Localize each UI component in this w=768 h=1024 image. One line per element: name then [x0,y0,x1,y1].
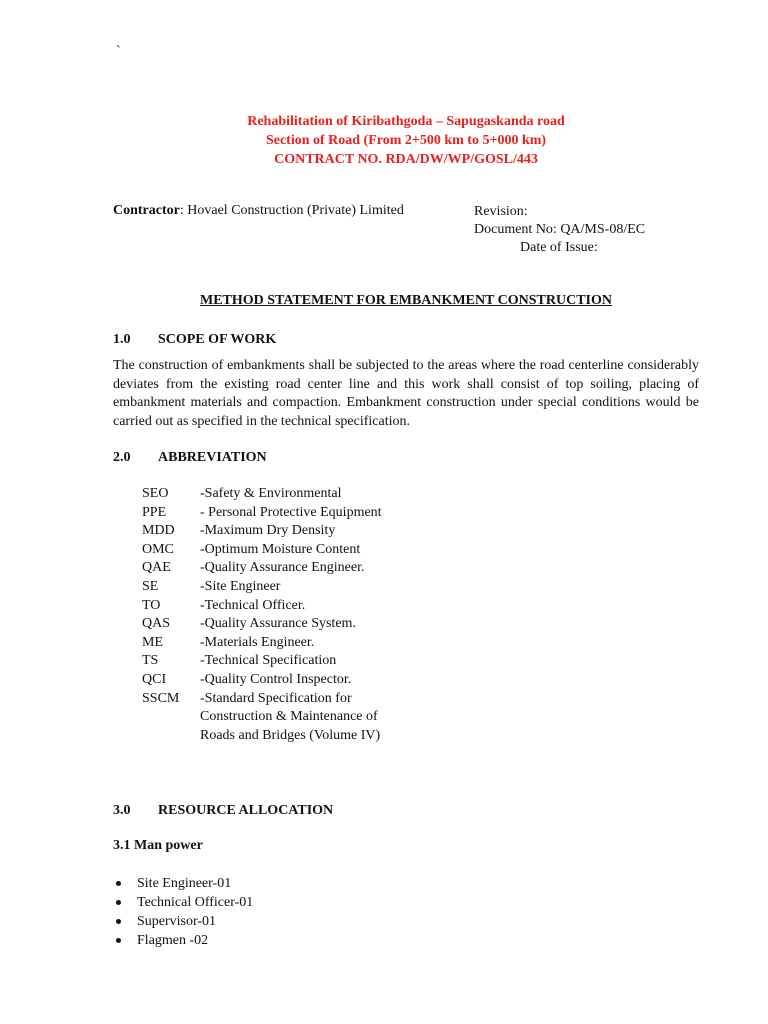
bullet-icon [116,938,121,943]
abbr-definition: -Standard Specification for [200,690,352,706]
section-number: 3.0 [113,803,131,818]
abbreviation-row [142,522,460,541]
stray-tick-mark: ` [116,44,121,59]
list-item-text: Supervisor-01 [137,914,217,929]
abbr-definition: -Technical Specification [200,653,337,669]
bullet-icon [116,900,121,905]
abbr-code: MDD [142,523,175,539]
document-title: METHOD STATEMENT FOR EMBANKMENT CONSTRUCTION [199,293,612,308]
abbr-code: QAS [142,616,171,632]
bullet-icon [116,881,121,886]
section-number: 1.0 [113,332,131,347]
document-number: Document No: QA/MS-08/EC [474,222,646,237]
abbreviation-row [142,597,460,616]
abbr-code: OMC [142,541,174,557]
contractor-value: : Hovael Construction (Private) Limited [179,203,404,218]
subsection-heading-manpower: 3.1 Man power [113,838,203,853]
header-road-section: Section of Road (From 2+500 km to 5+000 km) [265,133,547,148]
abbr-code: SE [142,578,159,594]
abbr-definition: -Quality Assurance System. [200,616,356,632]
abbr-code: SEO [142,486,169,501]
date-of-issue-label: Date of Issue: [520,240,598,255]
abbr-code: QAE [142,560,171,576]
abbreviation-row [142,559,460,578]
abbr-definition: -Optimum Moisture Content [200,541,361,557]
contractor-line [113,203,404,219]
list-item-text: Technical Officer-01 [137,895,254,910]
section-title: RESOURCE ALLOCATION [158,803,334,818]
section-number: 2.0 [113,450,131,465]
abbreviation-row [142,652,460,671]
abbr-code: ME [142,634,163,650]
contractor-label: Contractor [113,203,180,218]
list-item-text: Site Engineer-01 [137,876,232,891]
abbreviation-row [142,541,460,560]
abbreviation-row [142,485,460,504]
bullet-icon [116,919,121,924]
section-heading-abbreviation [113,450,267,466]
abbr-definition: -Materials Engineer. [200,634,315,650]
revision-block [474,203,645,257]
abbreviation-row [142,634,460,653]
header-project-title: Rehabilitation of Kiribathgoda – Sapugaskanda road [247,114,565,129]
list-item [113,874,253,893]
list-item [113,912,253,931]
abbreviation-row [142,671,460,690]
section-heading-scope [113,332,276,348]
list-item-text: Flagmen -02 [137,933,209,948]
abbr-definition: -Quality Assurance Engineer. [200,560,365,576]
abbreviation-row [142,690,460,709]
abbr-code: TO [142,597,161,613]
list-item [113,893,253,912]
abbr-definition: -Maximum Dry Density [200,523,336,539]
abbr-code: QCI [142,671,167,687]
abbreviation-list [142,485,460,745]
abbr-definition: -Site Engineer [200,578,281,594]
abbr-definition-continuation: Construction & Maintenance of [200,709,378,725]
document-header [0,112,768,169]
section-heading-resource [113,803,333,819]
manpower-list [113,874,253,950]
abbr-definition: -Technical Officer. [200,597,306,613]
header-contract-number: CONTRACT NO. RDA/DW/WP/GOSL/443 [274,152,538,167]
abbr-definition: - Personal Protective Equipment [200,504,382,520]
list-item [113,931,253,950]
scope-paragraph: The construction of embankments shall be subjected to the areas where the road centerline considerably deviates from the existing road center line and this work shall consist of top soiling, placing of embankment materials and compaction. Embankment construction under special conditions would be carried out as specified in the technical specification. [113,358,699,429]
section-title: ABBREVIATION [158,450,267,465]
abbr-definition: -Safety & Environmental [200,486,342,501]
abbreviation-row [142,504,460,523]
abbr-code: PPE [142,504,167,520]
abbr-code: SSCM [142,690,180,706]
abbr-definition: -Quality Control Inspector. [200,671,352,687]
abbreviation-row [142,578,460,597]
abbr-code: TS [142,653,159,669]
abbreviation-row [142,615,460,634]
section-title: SCOPE OF WORK [158,332,277,347]
revision-label: Revision: [474,204,528,219]
abbr-definition-continuation: Roads and Bridges (Volume IV) [200,727,381,743]
